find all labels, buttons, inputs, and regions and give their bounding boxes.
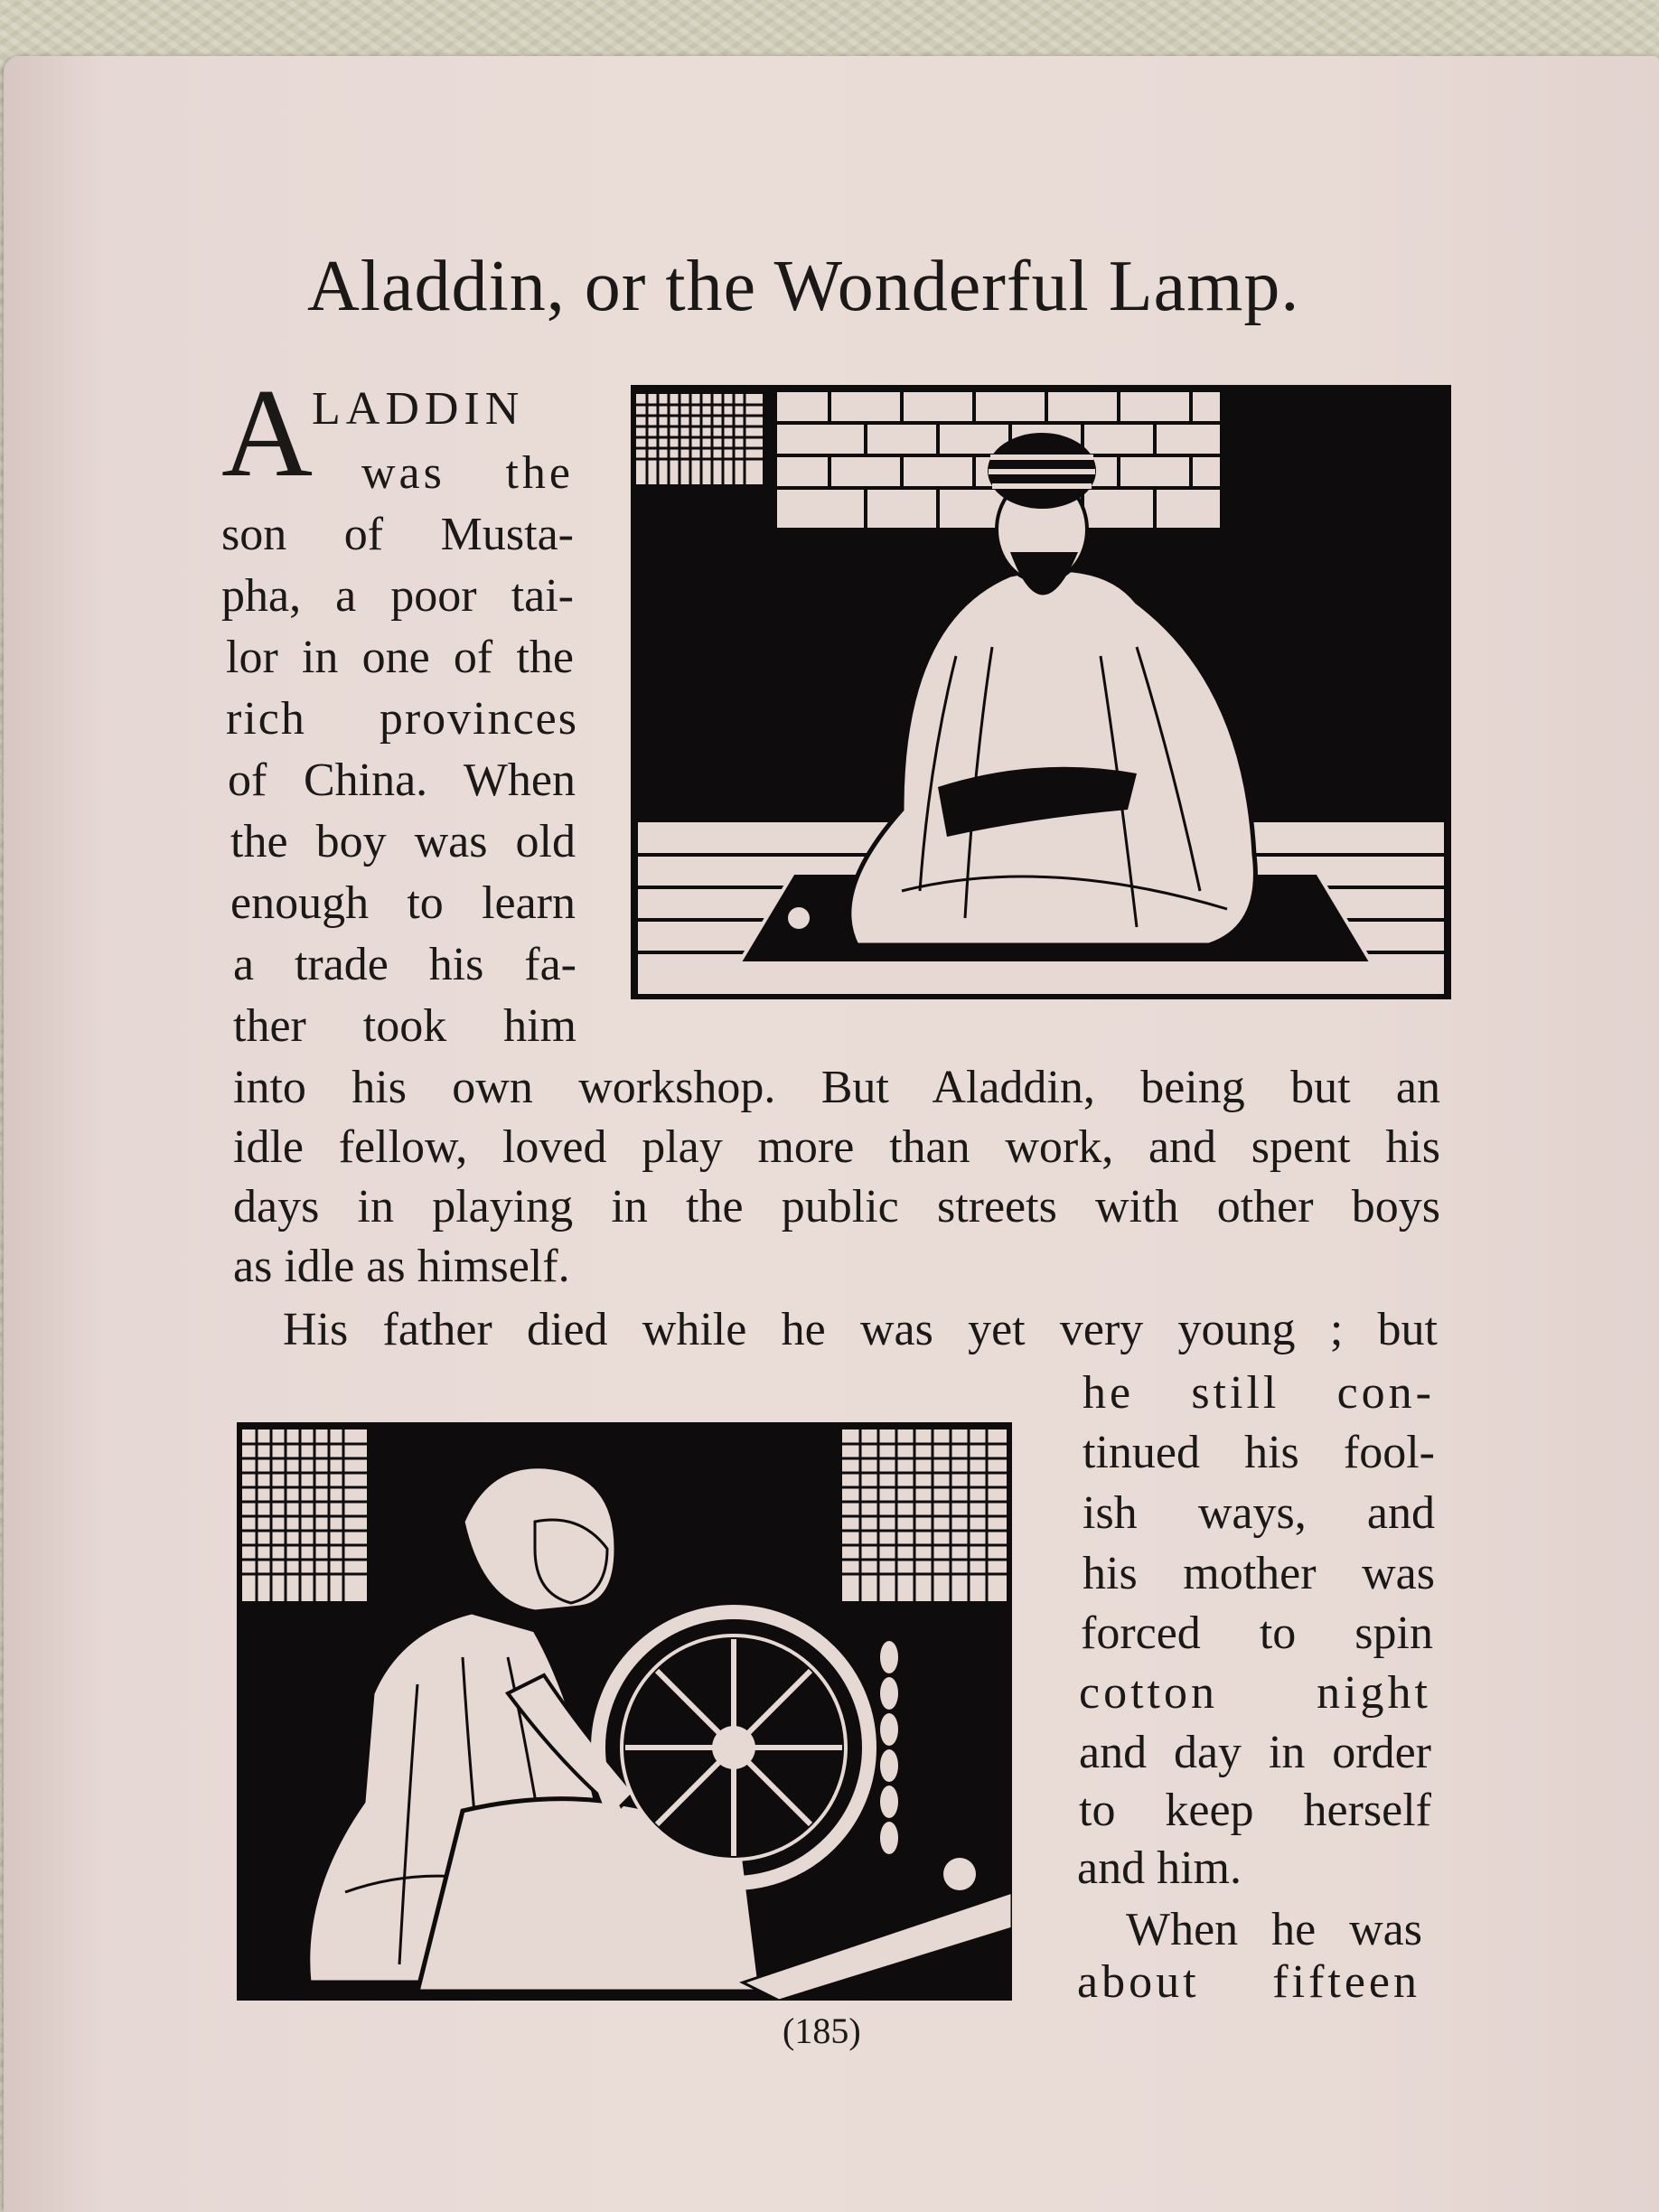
drop-cap: A [221, 363, 314, 503]
text-line: into his own workshop. But Aladdin, being but an [233, 1062, 1440, 1113]
text-line: His father died while he was yet very young ; but [283, 1304, 1438, 1355]
tailor-woodcut [631, 385, 1451, 999]
spinning-wheel-woodcut [237, 1422, 1012, 2001]
text-line: forced to spin [1081, 1607, 1433, 1659]
text-line: the boy was old [230, 816, 576, 867]
text-line: ish ways, and [1083, 1487, 1435, 1539]
text-line: enough to learn [230, 877, 576, 929]
text-line: as idle as himself. [233, 1241, 570, 1292]
text-line: and day in order [1079, 1727, 1431, 1778]
text-line: his mother was [1083, 1548, 1435, 1599]
text-line: of China. When [228, 755, 576, 806]
text-line: about fifteen [1077, 1956, 1420, 2008]
window-right [842, 1429, 1007, 1601]
text-line: cotton night [1079, 1667, 1431, 1719]
text-line: he still con- [1083, 1367, 1435, 1419]
text-line: lor in one of the [226, 632, 574, 683]
text-line: to keep herself [1079, 1785, 1431, 1836]
story-title: Aladdin, or the Wonderful Lamp. [307, 247, 1300, 326]
text-line: was the [361, 447, 574, 499]
text-line: days in playing in the public streets with other boys [233, 1181, 1440, 1233]
text-line: ther took him [233, 1000, 576, 1052]
page-number: (185) [783, 2010, 861, 2051]
illustration-spinning-wheel [237, 1422, 1012, 2001]
illustration-tailor [631, 385, 1451, 999]
text-line: LADDIN [312, 383, 525, 435]
text-line: a trade his fa- [233, 939, 576, 990]
text-line: tinued his fool- [1083, 1427, 1435, 1478]
text-line: and him. [1077, 1842, 1242, 1894]
text-line: son of Musta- [221, 509, 574, 560]
text-line: pha, a poor tai- [221, 570, 574, 622]
text-line: idle fellow, loved play more than work, and spent his [233, 1121, 1440, 1173]
text-line: When he was [1126, 1904, 1422, 1955]
window-left [242, 1429, 367, 1601]
text-line: rich provinces [226, 693, 578, 745]
